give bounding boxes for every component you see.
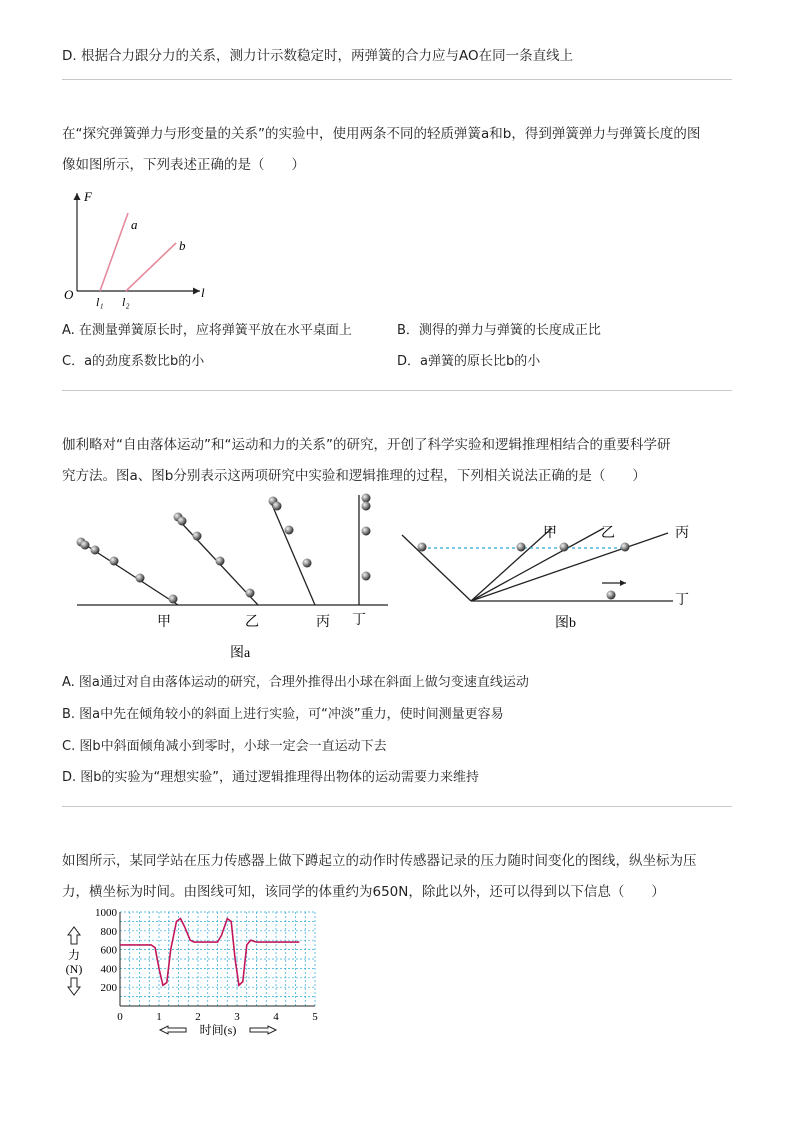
divider bbox=[62, 390, 732, 391]
down-arrow-icon bbox=[68, 978, 80, 995]
ball bbox=[607, 591, 616, 600]
ball bbox=[517, 543, 526, 552]
tick-l2: l₂ bbox=[122, 295, 130, 309]
divider bbox=[62, 806, 732, 807]
ball bbox=[81, 541, 90, 550]
q2-stem-line2: 究方法。图a、图b分别表示这两项研究中实验和逻辑推理的过程，下列相关说法正确的是（ ） bbox=[62, 468, 646, 484]
incline-bing bbox=[270, 500, 315, 605]
force-time-chart bbox=[60, 902, 335, 1042]
line-a-label: a bbox=[131, 217, 138, 232]
label-ding: 丁 bbox=[352, 613, 366, 628]
y-tick-label: 1000 bbox=[95, 907, 117, 919]
label-bing: 丙 bbox=[316, 615, 330, 630]
label-yi: 乙 bbox=[245, 615, 259, 630]
label-jia: 甲 bbox=[157, 615, 171, 630]
ball bbox=[362, 527, 371, 536]
prev-option-d: D. 根据合力跟分力的关系，测力计示数稳定时，两弹簧的合力应与AO在同一条直线上 bbox=[62, 48, 574, 64]
ball bbox=[91, 546, 100, 555]
q1-option-c[interactable]: C．a的劲度系数比b的小 bbox=[62, 354, 205, 369]
x-tick-label: 4 bbox=[273, 1011, 279, 1023]
ball bbox=[178, 517, 187, 526]
figure-a-caption: 图a bbox=[230, 646, 251, 661]
y-axis-label: F bbox=[84, 189, 92, 204]
ball bbox=[273, 502, 282, 511]
y-tick-label: 200 bbox=[100, 982, 117, 995]
label-bing: 丙 bbox=[675, 526, 689, 541]
q2-option-d[interactable]: D. 图b的实验为“理想实验”，通过逻辑推理得出物体的运动需要力来维持 bbox=[62, 770, 479, 785]
x-tick-label: 5 bbox=[312, 1011, 318, 1023]
line-b-label: b bbox=[179, 238, 186, 253]
ball bbox=[418, 543, 427, 552]
divider bbox=[62, 79, 732, 80]
ball bbox=[110, 557, 119, 566]
x-tick-label: 2 bbox=[195, 1011, 201, 1023]
q2-option-a[interactable]: A. 图a通过对自由落体运动的研究，合理外推得出小球在斜面上做匀变速直线运动 bbox=[62, 675, 529, 690]
q1-option-a[interactable]: A. 在测量弹簧原长时，应将弹簧平放在水平桌面上 bbox=[62, 323, 352, 338]
tick-l1: l₁ bbox=[96, 295, 104, 309]
ball bbox=[621, 543, 630, 552]
ramp-jia bbox=[471, 528, 552, 601]
label-jia: 甲 bbox=[543, 526, 557, 541]
q2-option-b[interactable]: B. 图a中先在倾角较小的斜面上进行实验，可“冲淡”重力，使时间测量更容易 bbox=[62, 707, 504, 722]
figure-b-ramps bbox=[398, 515, 698, 635]
x-axis-label: 时间(s) bbox=[199, 1023, 237, 1037]
q1-stem-line2: 像如图所示，下列表述正确的是（ ） bbox=[62, 157, 305, 173]
ball bbox=[136, 574, 145, 583]
ball bbox=[216, 557, 225, 566]
line-a bbox=[100, 213, 128, 291]
right-arrow-icon bbox=[250, 1026, 276, 1034]
incline-left bbox=[402, 535, 471, 601]
spring-force-graph bbox=[60, 185, 220, 310]
up-arrow-icon bbox=[68, 927, 80, 944]
ramp-yi bbox=[471, 528, 604, 601]
ball bbox=[362, 502, 371, 511]
figure-a-inclines bbox=[70, 490, 400, 665]
y-tick-label: 800 bbox=[100, 925, 117, 938]
ball bbox=[169, 595, 178, 604]
ball bbox=[303, 559, 312, 568]
q1-stem-line1: 在“探究弹簧弹力与形变量的关系”的实验中，使用两条不同的轻质弹簧a和b，得到弹簧弹力与弹簧长度的图 bbox=[62, 126, 701, 142]
line-b bbox=[126, 243, 176, 291]
ball bbox=[193, 532, 202, 541]
q2-option-c[interactable]: C. 图b中斜面倾角减小到零时，小球一定会一直运动下去 bbox=[62, 739, 387, 754]
y-axis-label-unit: (N) bbox=[65, 962, 83, 976]
x-axis-label: l bbox=[201, 285, 205, 300]
x-tick-label: 1 bbox=[156, 1011, 162, 1023]
q3-stem-line2: 力，横坐标为时间。由图线可知，该同学的体重约为650N，除此以外，还可以得到以下信息（ ） bbox=[62, 884, 665, 900]
origin-label: O bbox=[64, 287, 74, 302]
label-yi: 乙 bbox=[601, 526, 615, 541]
y-axis-label-chinese: 力 bbox=[67, 948, 81, 962]
ball bbox=[362, 572, 371, 581]
figure-b-caption: 图b bbox=[555, 616, 576, 631]
q2-stem-line1: 伽利略对“自由落体运动”和“运动和力的关系”的研究，开创了科学实验和逻辑推理相结合的重要科学研 bbox=[62, 437, 671, 453]
q3-stem-line1: 如图所示，某同学站在压力传感器上做下蹲起立的动作时传感器记录的压力随时间变化的图线，纵坐标为压 bbox=[62, 853, 697, 869]
ball bbox=[560, 543, 569, 552]
ball bbox=[246, 589, 255, 598]
motion-arrow-head bbox=[620, 580, 626, 586]
y-tick-label: 600 bbox=[100, 944, 117, 957]
ball bbox=[362, 494, 371, 503]
force-series-line bbox=[120, 919, 299, 986]
x-tick-label: 0 bbox=[117, 1011, 123, 1023]
x-tick-label: 3 bbox=[234, 1011, 240, 1023]
q1-option-b[interactable]: B．测得的弹力与弹簧的长度成正比 bbox=[397, 323, 601, 338]
y-tick-label: 400 bbox=[100, 963, 117, 976]
ramp-bing bbox=[471, 533, 668, 601]
left-arrow-icon bbox=[160, 1026, 186, 1034]
ball bbox=[285, 526, 294, 535]
label-ding: 丁 bbox=[675, 593, 689, 608]
q1-option-d[interactable]: D．a弹簧的原长比b的小 bbox=[397, 354, 541, 369]
